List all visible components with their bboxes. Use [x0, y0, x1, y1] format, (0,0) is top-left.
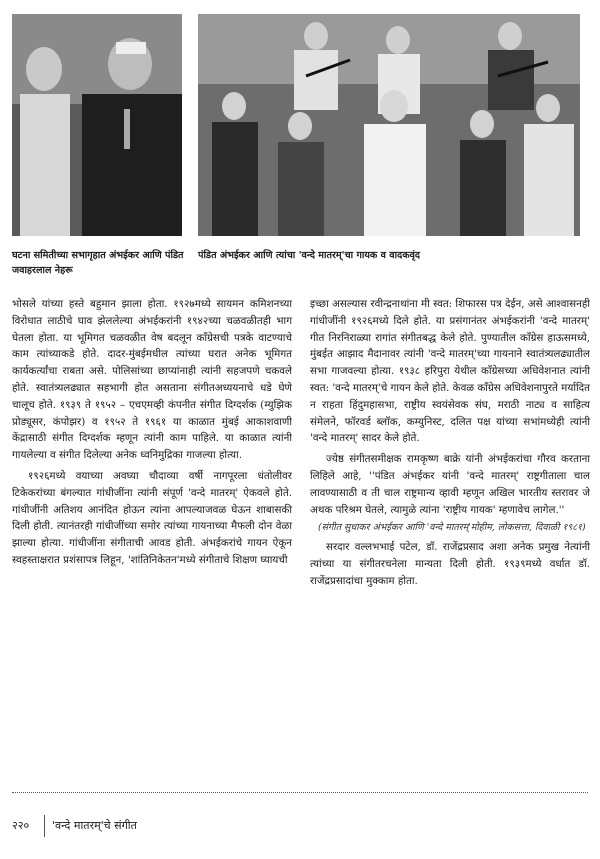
- paragraph: सरदार वल्लभभाई पटेल, डॉ. राजेंद्रप्रसाद अशा अनेक प्रमुख नेत्यांनी त्यांच्या या संगीतरचनेला मान्यता दिली होती. १९३९मध्ये वर्धात डॉ. राजेंद्रप्रसादांचा मुक्काम होता.: [310, 541, 590, 587]
- page-number: २२०: [12, 819, 30, 832]
- citation: (संगीत सुधाकर अंभईकर आणि 'वन्दे मातरम्'मोहीम, लोकसत्ता, दिवाळी १९८१): [318, 522, 586, 534]
- paragraph: ज्येष्ठ संगीतसमीक्षक रामकृष्ण बाक्रे यांनी अंभईकरांचा गौरव करताना लिहिले आहे, ''पंडित अंभईकर यांनी 'वन्दे मातरम्' राष्ट्रगीताला चाल लावण्यासाठी व ती चाल राष्ट्रमान्य व्हावी म्हणून अखिल भारतीय स्तरावर जे अथक परिश्रम घेतले, त्यामुळे त्यांना 'राष्ट्रीय गायक' म्हणावेच लागेल.'': [310, 453, 590, 516]
- paragraph: १९२६मध्ये वयाच्या अवघ्या चौदाव्या वर्षी नागपूरला धंतोलीवर टिकेकरांच्या बंगल्यात गांधीजींना त्यांनी संपूर्ण 'वन्दे मातरम्' ऐकवले होते. गांधीजींनी अतिशय आनंदित होऊन त्यांना आपल्याजवळ घेऊन शाबासकी दिली होती. त्यानंतरही गांधीजींच्या समोर त्यांच्या गायनाच्या मैफली दोन वेळा झाल्या होत्या. गांधीजींना संगीताची आवड होती. अंभईकरांचे गायन ऐकून स्वहस्ताक्षरात प्रशंसापत्र लिहून, 'शांतिनिकेतन'मध्ये संगीताचे शिक्षण घ्यायची: [12, 469, 292, 566]
- caption-left-photo: घटना समितीच्या सभागृहात अंभईकर आणि पंडित जवाहरलाल नेहरू: [12, 250, 184, 276]
- photo-ambhaikar-nehru-image: [12, 14, 182, 236]
- photo-ensemble-image: [198, 14, 580, 236]
- footer-divider: [44, 815, 45, 837]
- photo-vande-mataram-ensemble: [198, 14, 580, 236]
- paragraph: इच्छा असल्यास रवीन्द्रनाथांना मी स्वत: शिफारस पत्र देईन, असे आश्वासनही गांधीजींनी १९२६मध्ये दिले होते. या प्रसंगानंतर अंभईकरांनी 'वन्दे मातरम्' गीत निरनिराळ्या रागांत संगीतबद्ध केले होते. पुण्यातील काँग्रेस हाऊसमध्ये, मुंबईत आझाद मैदानावर त्यांनी 'वन्दे मातरम्'च्या गायनाने स्वातंत्र्यलढ्यातील सभा गाजवल्या होत्या. १९३८ हरिपुरा येथील काँग्रेसच्या अधिवेशनात त्यांनी स्वत: 'वन्दे मातरम्'चे गायन केले होते. केवळ काँग्रेस अधिवेशनापुरते मर्यादित न राहता हिंदुमहासभा, राष्ट्रीय स्वयंसेवक संघ, मराठी नाट्य व साहित्य संमेलने, फॉरवर्ड ब्लॉक, कम्युनिस्ट, दलित पक्ष यांच्या सभांमध्येही त्यांनी 'वन्दे मातरम्' सादर केले होते.: [310, 298, 590, 445]
- paragraph: भोसले यांच्या हस्ते बहुमान झाला होता. १९२७मध्ये सायमन कमिशनच्या विरोधात लाठीचे घाव झेललेल्या अंभईकरांनी १९४२च्या चळवळीतही भाग घेतला होता. या भूमिगत चळवळीत वेष बदलून काँग्रेसची पत्रके वाटण्याचे काम त्यांच्याकडे होते. दादर-मुंबईमधील त्यांच्या घरात अनेक भूमिगत कार्यकर्त्यांचा राबता असे. पोलिसांच्या छाप्यांनाही त्यांनी सहजपणे चकवले होते. स्वातंत्र्यलढ्यात सहभागी होत असताना संगीतअध्ययनाचे धडे घेणे चालूच होते. १९३९ ते १९५२ – एचएमव्ही कंपनीत संगीत दिग्दर्शक (म्युझिक प्रोड्यूसर, कंपोझर) व १९५२ ते १९६१ या काळात मुंबई आकाशवाणी केंद्रासाठी संगीत दिग्दर्शक म्हणून त्यांनी काम पाहिले. या काळात त्यांनी गायलेल्या व संगीत दिलेल्या अनेक ध्वनिमुद्रिका गाजल्या होत्या.: [12, 298, 292, 462]
- footer-rule: [12, 792, 588, 793]
- running-title: 'वन्दे मातरम्'चे संगीत: [52, 819, 137, 832]
- body-column-left: [12, 296, 292, 569]
- caption-right-photo: पंडित अंभईकर आणि त्यांचा 'वन्दे मातरम्'चा गायक व वादकवृंद: [198, 250, 421, 261]
- photo-ambhaikar-nehru: [12, 14, 182, 236]
- body-column-right: [310, 296, 590, 590]
